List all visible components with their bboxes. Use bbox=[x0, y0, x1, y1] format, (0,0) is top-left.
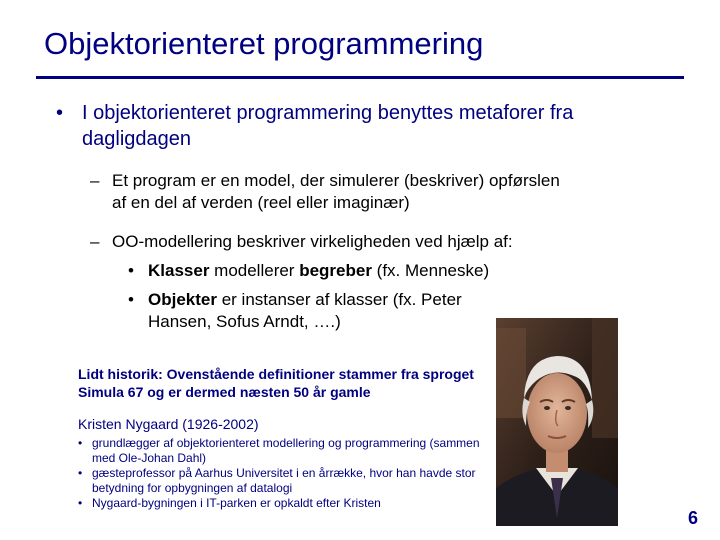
subsub-text-part: modellerer bbox=[209, 261, 300, 280]
page-number: 6 bbox=[688, 508, 699, 528]
sub-bullet-1-text: Et program er en model, der simulerer (beskriver) opførslen af en del af verden (reel eller imaginær) bbox=[112, 171, 560, 212]
bullet-mark: • bbox=[128, 261, 134, 280]
fact-text: gæsteprofessor på Aarhus Universitet i en årrække, hvor han havde stor betydning for opbygningen af datalogi bbox=[92, 466, 476, 495]
title-underline bbox=[36, 76, 684, 79]
dash-mark: – bbox=[90, 232, 100, 251]
term-concepts: begreber bbox=[299, 261, 372, 280]
kristen-heading: Kristen Nygaard (1926-2002) bbox=[78, 416, 259, 432]
subsub-text-part: (fx. Menneske) bbox=[371, 261, 490, 280]
kristen-facts-list bbox=[78, 436, 498, 511]
slide-title: Objektorienteret programmering bbox=[44, 26, 484, 61]
portrait-photo bbox=[496, 318, 618, 526]
portrait-illustration bbox=[496, 318, 618, 526]
sub-bullet-2-text: OO-modellering beskriver virkeligheden ved hjælp af: bbox=[112, 232, 513, 251]
subsub-bullet-classes-text bbox=[148, 260, 588, 282]
fact-text: grundlægger af objektorienteret modellering og programmering (sammen med Ole-Johan Dahl) bbox=[92, 436, 480, 465]
history-note: Lidt historik: Ovenstående definitioner stammer fra sproget Simula 67 og er dermed næsten 50 år gamle bbox=[78, 366, 474, 400]
bullet-mark: • bbox=[56, 102, 64, 124]
subsub-text-part: er instanser af klasser (fx. Peter Hansen, Sofus Arndt, ….) bbox=[148, 290, 462, 331]
term-objects: Objekter bbox=[148, 290, 217, 309]
bullet-mark: • bbox=[78, 466, 83, 480]
list-item bbox=[78, 436, 498, 466]
subsub-bullet-classes bbox=[128, 260, 588, 282]
sub-bullet-1 bbox=[90, 170, 570, 214]
main-bullet-text: I objektorienteret programmering benyttes metaforer fra dagligdagen bbox=[82, 102, 574, 150]
bullet-mark: • bbox=[128, 290, 134, 309]
term-classes: Klasser bbox=[148, 261, 210, 280]
list-item bbox=[78, 466, 498, 496]
main-bullet bbox=[56, 100, 656, 152]
subsub-bullet-objects-text bbox=[148, 289, 488, 333]
subsub-bullet-objects bbox=[128, 289, 488, 333]
sub-bullet-2 bbox=[90, 231, 610, 253]
bullet-mark: • bbox=[78, 496, 83, 510]
bullet-mark: • bbox=[78, 436, 83, 450]
list-item bbox=[78, 496, 498, 511]
fact-text: Nygaard-bygningen i IT-parken er opkaldt efter Kristen bbox=[92, 496, 381, 510]
dash-mark: – bbox=[90, 171, 100, 190]
